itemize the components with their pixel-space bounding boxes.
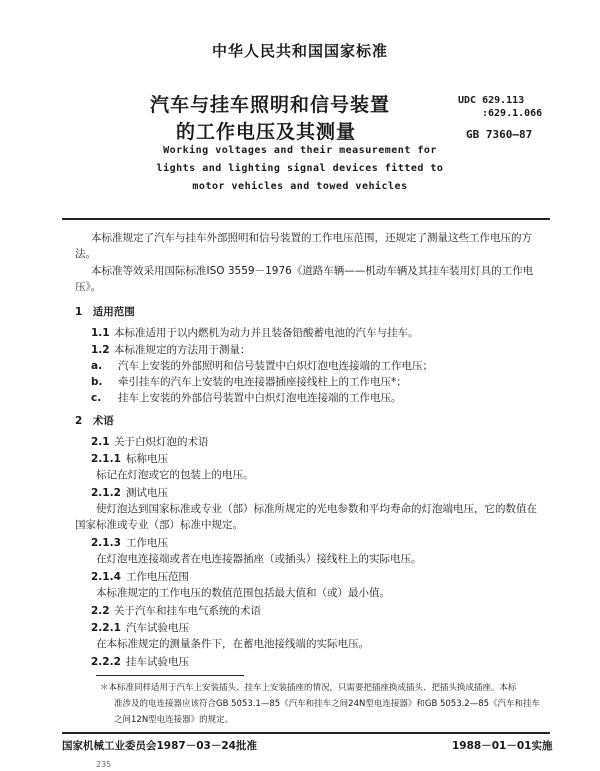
udc-code-line2: :629.1.066 bbox=[482, 108, 543, 119]
intro-paragraph-2: 本标准等效采用国际标准ISO 3559－1976《道路车辆——机动车辆及其挂车装用灯具的工作电 bbox=[91, 265, 534, 277]
item-b-label: b. bbox=[91, 376, 103, 388]
clause-2-1-2-body-cont: 国家标准或专业（部）标准中规定。 bbox=[75, 519, 243, 531]
clause-2-2-2-text: 挂车试验电压 bbox=[126, 656, 189, 668]
intro-paragraph-1: 本标准规定了汽车与挂车外部照明和信号装置的工作电压范围，还规定了测量这些工作电压的方 bbox=[91, 232, 532, 244]
standard-type-header: 中华人民共和国国家标准 bbox=[211, 42, 388, 60]
section-1-heading: 1 适用范围 bbox=[75, 306, 135, 318]
clause-2-2-number: 2.2 bbox=[91, 605, 110, 617]
footnote-line2: 准涉及的电连接器应该符合GB 5053.1—85《汽车和挂车之间24N型电连接器》和GB 5053.2—85《汽车和挂车 bbox=[114, 699, 541, 709]
clause-2-2-1-number: 2.2.1 bbox=[91, 622, 121, 634]
clause-2-1-4-text: 工作电压范围 bbox=[126, 571, 189, 583]
gb-standard-number: GB 7360—87 bbox=[466, 128, 533, 141]
item-c-label: c. bbox=[91, 392, 102, 404]
clause-2-1-1-number: 2.1.1 bbox=[91, 453, 121, 465]
item-a-text: 汽车上安装的外部照明和信号装置中白炽灯泡电连接端的工作电压； bbox=[118, 360, 433, 372]
item-b-text: 牵引挂车的汽车上安装的电连接器插座接线柱上的工作电压*； bbox=[118, 376, 407, 388]
approval-date: 国家机械工业委员会1987－03－24批准 bbox=[62, 740, 257, 752]
page-number: 235 bbox=[96, 760, 112, 769]
clause-2-1-4-body: 本标准规定的工作电压的数值范围包括最大值和（或）最小值。 bbox=[96, 587, 390, 599]
clause-2-1-1-text: 标称电压 bbox=[126, 453, 168, 465]
footnote-line3: 之间12N型电连接器》的规定。 bbox=[114, 715, 234, 725]
clause-2-1-2-body: 使灯泡达到国家标准或专业（部）标准所规定的光电参数和平均寿命的灯泡端电压，它的数值在 bbox=[96, 503, 537, 515]
header-divider bbox=[62, 218, 550, 220]
item-c-text: 挂车上安装的外部信号装置中白炽灯泡电连接端的工作电压。 bbox=[118, 392, 402, 404]
title-en-line2: lights and lighting signal devices fitted to bbox=[156, 163, 444, 174]
clause-2-1-3-text: 工作电压 bbox=[126, 537, 168, 549]
clause-2-2-1-body: 在本标准规定的测量条件下，在蓄电池接线端的实际电压。 bbox=[96, 638, 369, 650]
footnote-line1: ＊本标准同样适用于汽车上安装插头、挂车上安装插座的情况，只需要把插座换成插头、把插头换成插座。本标 bbox=[100, 683, 517, 693]
clause-2-1-2-number: 2.1.2 bbox=[91, 487, 121, 499]
clause-1-2-number: 1.2 bbox=[91, 344, 110, 356]
title-en-line1: Working voltages and their measurement for bbox=[163, 145, 437, 156]
implementation-date: 1988－01－01实施 bbox=[452, 740, 553, 752]
clause-2-2-2-number: 2.2.2 bbox=[91, 656, 121, 668]
clause-2-2-1-text: 汽车试验电压 bbox=[126, 622, 189, 634]
intro-paragraph-2-cont: 压》。 bbox=[75, 281, 102, 293]
intro-paragraph-1-cont: 法。 bbox=[75, 248, 96, 260]
clause-2-1-number: 2.1 bbox=[91, 436, 110, 448]
clause-1-2-text: 本标准规定的方法用于测量： bbox=[114, 344, 251, 356]
section-2-heading: 2 术语 bbox=[75, 415, 114, 427]
title-zh-line1: 汽车与挂车照明和信号装置 bbox=[150, 94, 391, 116]
clause-2-1-text: 关于白炽灯泡的术语 bbox=[114, 436, 209, 448]
clause-2-1-1-body: 标记在灯泡或它的包装上的电压。 bbox=[96, 469, 254, 481]
footnote-divider bbox=[96, 675, 244, 676]
title-zh-line2: 的工作电压及其测量 bbox=[176, 121, 357, 143]
title-en-line3: motor vehicles and towed vehicles bbox=[192, 181, 408, 192]
footer-divider bbox=[62, 732, 550, 734]
clause-1-1-text: 本标准适用于以内燃机为动力并且装备铅酸蓄电池的汽车与挂车。 bbox=[114, 327, 419, 339]
udc-code-line1: UDC 629.113 bbox=[458, 95, 525, 106]
clause-2-2-text: 关于汽车和挂车电气系统的术语 bbox=[114, 605, 261, 617]
clause-2-1-2-text: 测试电压 bbox=[126, 487, 168, 499]
item-a-label: a. bbox=[91, 360, 103, 372]
clause-2-1-3-number: 2.1.3 bbox=[91, 537, 121, 549]
clause-1-1-number: 1.1 bbox=[91, 327, 110, 339]
clause-2-1-4-number: 2.1.4 bbox=[91, 571, 121, 583]
clause-2-1-3-body: 在灯泡电连接端或者在电连接器插座（或插头）接线柱上的实际电压。 bbox=[96, 553, 422, 565]
